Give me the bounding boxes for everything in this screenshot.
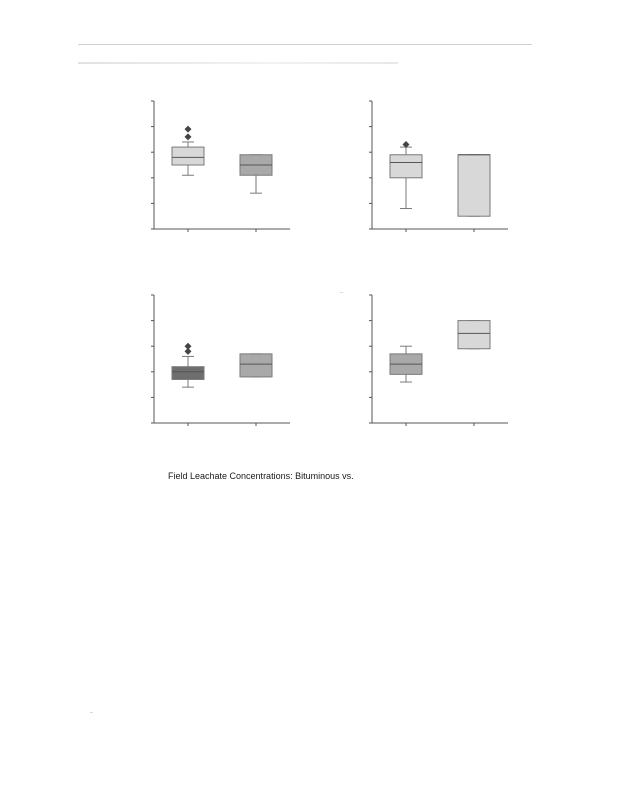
outlier-point xyxy=(185,133,192,140)
scan-speck xyxy=(90,712,93,713)
boxplot-panel-4 xyxy=(348,287,526,437)
scan-speck xyxy=(340,292,343,293)
faded-header-text xyxy=(78,62,398,64)
box-body xyxy=(458,321,490,349)
boxplot-svg-1 xyxy=(130,93,308,243)
boxplot-panel-2 xyxy=(348,93,526,243)
boxplot-svg-3 xyxy=(130,287,308,437)
box-body xyxy=(172,147,204,165)
boxplot-svg-4 xyxy=(348,287,526,437)
outlier-point xyxy=(185,343,192,350)
boxplot-panel-3 xyxy=(130,287,308,437)
box-body xyxy=(240,354,272,377)
box-body xyxy=(390,155,422,178)
box-body xyxy=(458,155,490,216)
boxplot-svg-2 xyxy=(348,93,526,243)
boxplot-panel-1 xyxy=(130,93,308,243)
top-rule xyxy=(78,44,532,45)
box-body xyxy=(172,367,204,380)
outlier-point xyxy=(185,126,192,133)
figure-caption: Field Leachate Concentrations: Bituminous vs. xyxy=(168,471,354,481)
